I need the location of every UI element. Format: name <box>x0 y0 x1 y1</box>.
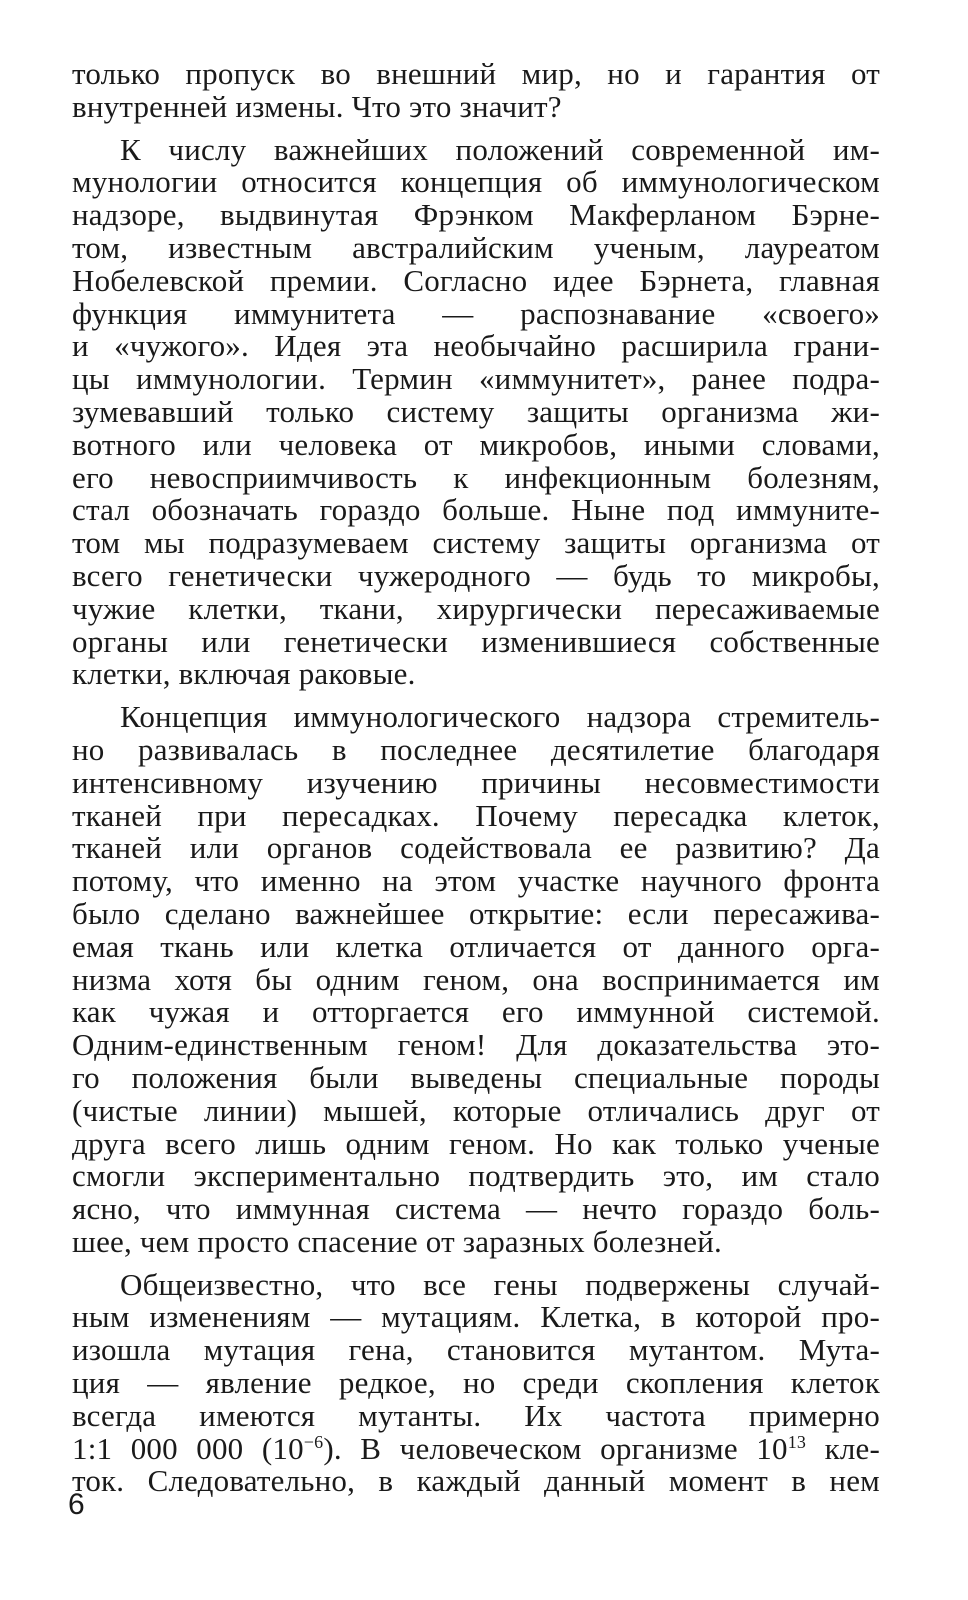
text-line: но развивалась в последнее десятилетие благодаря <box>72 731 880 767</box>
text-line: органы или генетически изменившиеся собственные <box>72 623 880 659</box>
text-fragment: ). В человеческом организме 10 <box>323 1430 788 1466</box>
text-line: Нобелевской премии. Согласно идее Бэрнета, главная <box>72 262 880 298</box>
text-line: том, известным австралийским ученым, лауреатом <box>72 229 880 265</box>
text-line: интенсивному изучению причины несовместимости <box>72 764 880 800</box>
text-fragment: 1:1 000 000 (10 <box>72 1430 304 1466</box>
text-line: смогли экспериментально подтвердить это, им стало <box>72 1158 880 1194</box>
text-line: чужие клетки, ткани, хирургически пересаживаемые <box>72 590 880 626</box>
text-line: тканей при пересадках. Почему пересадка клеток, <box>72 797 880 833</box>
text-line: его невосприимчивость к инфекционным болезням, <box>72 459 880 495</box>
text-line: друга всего лишь одним геном. Но как только ученые <box>72 1125 880 1161</box>
text-line: тканей или органов содействовала ее развитию? Да <box>72 830 880 866</box>
text-line: мунологии относится концепция об иммунологическом <box>72 164 880 200</box>
text-line: (чистые линии) мышей, которые отличались друг от <box>72 1092 880 1128</box>
text-line: ным изменениям — мутациям. Клетка, в которой про- <box>72 1299 880 1335</box>
text-line: Общеизвестно, что все гены подвержены случай- <box>120 1266 880 1302</box>
text-line: зумевавший только систему защиты организма жи- <box>72 393 880 429</box>
text-line: надзоре, выдвинутая Фрэнком Макферланом Бэрне- <box>72 197 880 233</box>
text-line: К числу важнейших положений современной им- <box>120 131 880 167</box>
text-line: ясно, что иммунная система — нечто гораздо боль- <box>72 1191 880 1227</box>
text-line: функция иммунитета — распознавание «своего» <box>72 295 880 331</box>
text-line: ция — явление редкое, но среди скопления клеток <box>72 1365 880 1401</box>
paragraph <box>72 131 880 692</box>
text-line: как чужая и отторгается его иммунной системой. <box>72 994 880 1030</box>
superscript-exponent: −6 <box>303 1431 324 1452</box>
text-line: и «чужого». Идея эта необычайно расширила грани- <box>72 328 880 364</box>
text-line: низма хотя бы одним геном, она воспринимается им <box>72 961 880 997</box>
text-line: изошла мутация гена, становится мутантом. Мута- <box>72 1332 880 1368</box>
text-line: Концепция иммунологического надзора стремитель- <box>120 699 880 735</box>
text-line: том мы подразумеваем систему защиты организма от <box>72 525 880 561</box>
page-number: 6 <box>68 1488 85 1521</box>
paragraph <box>72 1266 880 1499</box>
text-line: вотного или человека от микробов, иными словами, <box>72 426 880 462</box>
text-line <box>72 1430 880 1466</box>
text-line: шее, чем просто спасение от заразных болезней. <box>72 1223 722 1259</box>
text-line: потому, что именно на этом участке научного фронта <box>72 863 880 899</box>
text-fragment: кле- <box>806 1430 880 1466</box>
text-line: внутренней измены. Что это значит? <box>72 88 562 124</box>
text-line: го положения были выведены специальные породы <box>72 1059 880 1095</box>
superscript-exponent: 13 <box>787 1431 807 1452</box>
text-line: было сделано важнейшее открытие: если пересажива- <box>72 895 880 931</box>
text-line: емая ткань или клетка отличается от данного орга- <box>72 928 880 964</box>
text-line: всегда имеются мутанты. Их частота примерно <box>72 1397 880 1433</box>
text-line: всего генетически чужеродного — будь то микробы, <box>72 557 880 593</box>
text-line: Одним-единственным геном! Для доказательства это- <box>72 1027 880 1063</box>
paragraph <box>72 701 880 1259</box>
paragraph <box>72 58 880 124</box>
text-line: цы иммунологии. Термин «иммунитет», ранее подра- <box>72 361 880 397</box>
text-line: стал обозначать гораздо больше. Ныне под иммуните- <box>72 492 880 528</box>
text-line: ток. Следовательно, в каждый данный момент в нем <box>72 1463 880 1499</box>
body-text <box>72 58 880 1498</box>
text-line: только пропуск во внешний мир, но и гарантия от <box>72 56 880 91</box>
text-line: клетки, включая раковые. <box>72 656 416 692</box>
